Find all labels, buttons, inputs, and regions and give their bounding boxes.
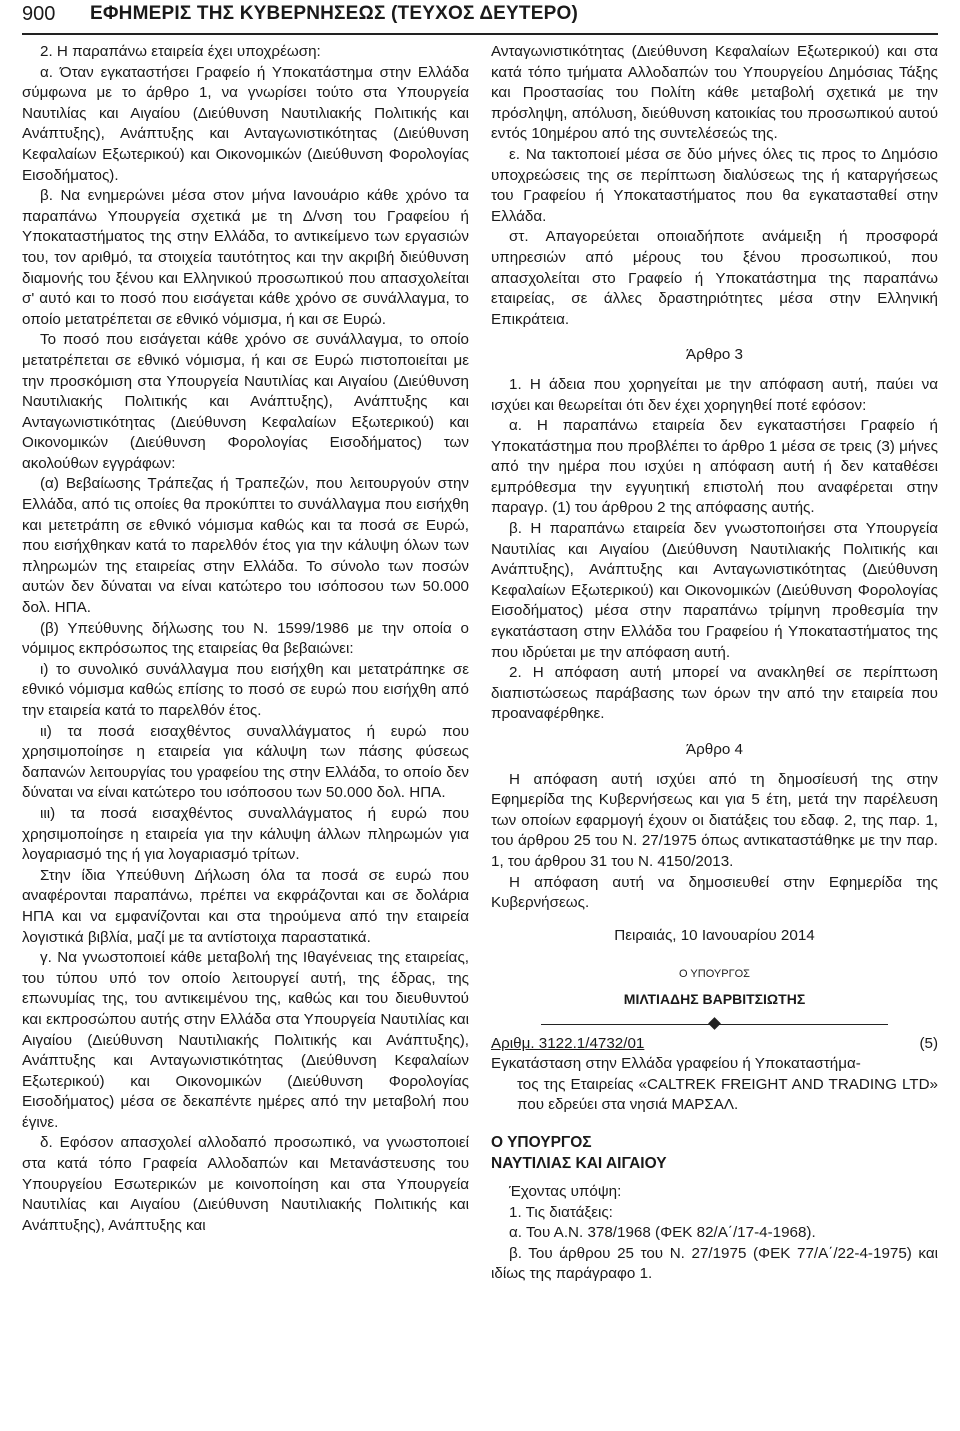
paragraph: ι) το συνολικό συνάλλαγμα που εισήχθη και μετατράπηκε σε εθνικό νόμισμα καθώς επίσης το ποσό σε ευρώ που εισήχθη από την εταιρεία κατά το παρελθόν έτος. — [22, 660, 469, 719]
article-4-heading: Άρθρο 4 — [686, 741, 743, 758]
paragraph: 2. Η παραπάνω εταιρεία έχει υποχρέωση: — [40, 43, 321, 60]
right-column — [491, 42, 938, 1285]
paragraph: στ. Απαγορεύεται οποιαδήποτε ανάμειξη ή προσφορά υπηρεσιών από μέρους του ξένου προσωπικού, που απασχολείται στο Γραφείο ή Υποκατάστημα της παραπάνω εταιρείας, σε άλλες δραστηριότητες μέσα στην Ελληνική Επικράτεια. — [491, 228, 938, 328]
decision-title-line1: Εγκατάσταση στην Ελλάδα γραφείου ή Υποκαταστήμα- — [491, 1055, 861, 1073]
article-3-heading: Άρθρο 3 — [686, 346, 743, 364]
paragraph: α. Η παραπάνω εταιρεία δεν εγκαταστήσει Γραφείο ή Υποκατάστημα που προβλέπει το άρθρο 1 μέσα σε τρεις (3) μήνες από την ημέρα που ισχύει η απόφαση αυτή ή δεν καταθέσει εμπρόθεσμα την εγγυητική επιστολή που αναφέρεται στην παραγρ. (1) του άρθρου 2 της απόφασης αυτής. — [491, 417, 938, 517]
minister-name: ΜΙΛΤΙΑΔΗΣ ΒΑΡΒΙΤΣΙΩΤΗΣ — [623, 990, 806, 1007]
paragraph: α. Όταν εγκαταστήσει Γραφείο ή Υποκατάστημα στην Ελλάδα σύμφωνα με το άρθρο 1, να γνωρίσει τούτο στα Υπουργεία Ναυτιλίας και Αιγαίου (Διεύθυνση Ναυτιλιακής Πολιτικής και Ανάπτυξης), Ανάπτυξης και Ανταγωνιστικότητας (Διεύθυνση Κεφαλαίων Εξωτερικού) και Οικονομικών (Διεύθυνση Φορολογίας Εισοδήματος). — [22, 63, 469, 184]
ministry-title — [491, 1132, 938, 1174]
paragraph: Στην ίδια Υπεύθυνη Δήλωση όλα τα ποσά σε ευρώ που αναφέρονται παραπάνω, πρέπει να εκφράζονται και σε δολάρια ΗΠΑ και να εμφανίζονται και στα τηρούμενα από την εταιρεία λογιστικά βιβλία, μαζί με τα αντίστοιχα παραστατικά. — [22, 866, 469, 946]
paragraph: γ. Να γνωστοποιεί κάθε μεταβολή της Ιθαγένειας της εταιρείας, του τύπου υπό τον οποίο λειτουργεί αυτή, της έδρας, της επωνυμίας της, του αντικειμένου της, καθώς και του διευθυντού και εκπροσώπου αυτής στην Ελλάδα στα Υπουργεία Ναυτιλίας και Αιγαίου (Διεύθυνση Ναυτιλιακής Πολιτικής και Ανάπτυξης), Ανάπτυξης και Ανταγωνιστικότητας (Διεύθυνση Κεφαλαίων Εξωτερικού) και Οικονομικών (Διεύθυνση Φορολογίας Εισοδήματος) μέσα σε δεκαπέντε ημέρες από την μεταβολή που έγινε. — [22, 949, 469, 1131]
paragraph: δ. Εφόσον απασχολεί αλλοδαπό προσωπικό, να γνωστοποιεί στα κατά τόπο Γραφεία Αλλοδαπών και Μετανάστευσης του Υπουργείου Εσωτερικών με κοινοποίηση και στα Υπουργεία Ναυτιλίας και Αιγαίου (Διεύθυνση Ναυτιλιακής Πολιτικής και Ανάπτυξης), Ανάπτυξης και — [22, 1134, 469, 1234]
paragraph: Έχοντας υπόψη: — [509, 1182, 622, 1200]
decision-number: (5) — [919, 1034, 938, 1052]
paragraph: 1. Τις διατάξεις: — [509, 1203, 613, 1221]
decision-header — [491, 1034, 938, 1055]
paragraph: β. Να ενημερώνει μέσα στον μήνα Ιανουάριο κάθε χρόνο τα παραπάνω Υπουργεία σχετικά με τη Δ/νση του Γραφείου ή Υποκαταστήματος της στην Ελλάδα, το αντικείμενο των εργασιών του, τον αριθμό, τα στοιχεία ταυτότητος και την ακριβή διεύθυνση διαμονής του ξένου και Ελληνικού προσωπικού που απασχολείται σ' αυτό και το ποσό που εισάγεται κάθε χρόνο σε συνάλλαγμα, το οποίο μετατρέπεται σε εθνικό νόμισμα, ή και σε Ευρώ. — [22, 187, 469, 328]
page-number: 900 — [22, 3, 56, 25]
paragraph: β. Η παραπάνω εταιρεία δεν γνωστοποιήσει στα Υπουργεία Ναυτιλίας και Αιγαίου (Διεύθυνση Ναυτιλιακής Πολιτικής και Ανάπτυξης), Ανάπτυξης και Ανταγωνιστικότητας (Διεύθυνση Κεφαλαίων Εξωτερικού) και Οικονομικών (Διεύθυνση Φορολογίας Εισοδήματος) μέσα στην παραπάνω τρίμηνη προθεσμία την εγκατάσταση στην Ελλάδα του Γραφείου ή Υποκαταστήματος της που ιδρύεται με την απόφαση αυτή. — [491, 520, 938, 661]
paragraph: ιι) τα ποσά εισαχθέντος συναλλάγματος ή ευρώ που χρησιμοποίησε η εταιρεία για κάλυψη των πάσης φύσεως δαπανών λειτουργίας του γραφείου της στην Ελλάδα, το οποίο δεν δύναται να είναι κατώτερο του ισόποσου των 50.000 δολ. ΗΠΑ. — [22, 722, 469, 802]
paragraph: Η απόφαση αυτή ισχύει από τη δημοσίευσή της στην Εφημερίδα της Κυβερνήσεως και για 5 έτη, μετά την παρέλευση των οποίων εφαρμογή έχουν οι διατάξεις του εδαφ. 2, της παρ. 1, του άρθρου 25 του Ν. 27/1975 όπως αντικαταστάθηκε με την παρ. 1, του άρθρου 31 του Ν. 4150/2013. — [491, 770, 938, 870]
paragraph: 2. Η απόφαση αυτή μπορεί να ανακληθεί σε περίπτωση διαπιστώσεως παράβασης των όρων την από την εταιρεία που προαναφέρθηκε. — [491, 664, 938, 723]
paragraph: ε. Να τακτοποιεί μέσα σε δύο μήνες όλες τις προς το Δημόσιο υποχρεώσεις της σε περίπτωση διαλύσεως της ή καταργήσεως του Γραφείου ή Υποκαταστήματος που θα εγκατασταθεί στην Ελλάδα. — [491, 145, 938, 225]
decision-reference: Αριθμ. 3122.1/4732/01 — [491, 1034, 645, 1052]
ministry-title-line2: ΝΑΥΤΙΛΙΑΣ ΚΑΙ ΑΙΓΑΙΟΥ — [491, 1154, 667, 1172]
paragraph: Το ποσό που εισάγεται κάθε χρόνο σε συνάλλαγμα, το οποίο μετατρέπεται σε εθνικό νόμισμα, ή και σε Ευρώ πιστοποιείται με την προσκόμιση στα Υπουργεία Ναυτιλίας και Αιγαίου (Διεύθυνση Ναυτιλιακής Πολιτικής και Ανάπτυξης), Ανάπτυξης και Ανταγωνιστικότητας (Διεύθυνση Κεφαλαίων Εξωτερικού) και Οικονομικών (Διεύθυνση Φορολογίας Εισοδήματος) των ακολούθων εγγράφων: — [22, 331, 469, 472]
diamond-icon — [708, 1017, 721, 1030]
left-column — [22, 42, 469, 1236]
decision-title-rest: τος της Εταιρείας «CALTREK FREIGHT AND TRADING LTD» που εδρεύει στα νησιά ΜΑΡΣΑΛ. — [517, 1075, 938, 1114]
paragraph: (β) Υπεύθυνης δήλωσης του Ν. 1599/1986 με την οποία ο νόμιμος εκπρόσωπος της εταιρείας θα βεβαιώνει: — [22, 619, 469, 658]
place-date: Πειραιάς, 10 Ιανουαρίου 2014 — [614, 926, 815, 944]
paragraph: (α) Βεβαίωσης Τράπεζας ή Τραπεζών, που λειτουργούν στην Ελλάδα, από τις οποίες θα προκύπτει το συνάλλαγμα που εισήχθη και μετετράπη σε εθνικό νόμισμα καθώς και τα ποσά σε Ευρώ, που εισήχθηκαν κατά το παρελθόν έτος για την κάλυψη όλων των πληρωμών της εταιρείας στην Ελλάδα. Το σύνολο των ποσών αυτών δεν δύναται να είναι κατώτερο του ισόποσου των 50.000 δολ. ΗΠΑ. — [22, 475, 469, 617]
gazette-title: ΕΦΗΜΕΡΙΣ ΤΗΣ ΚΥΒΕΡΝΗΣΕΩΣ (ΤΕΥΧΟΣ ΔΕΥΤΕΡΟ) — [90, 3, 578, 24]
header-rule — [22, 33, 938, 35]
paragraph: 1. Η άδεια που χορηγείται με την απόφαση αυτή, παύει να ισχύει και θεωρείται ότι δεν έχει χορηγηθεί ποτέ εφόσον: — [491, 375, 938, 414]
decision-title — [491, 1054, 938, 1116]
paragraph: β. Του άρθρου 25 του Ν. 27/1975 (ΦΕΚ 77/Α΄/22-4-1975) και ιδίως της παράγραφο 1. — [491, 1244, 938, 1283]
minister-role: Ο ΥΠΟΥΡΓΟΣ — [679, 968, 750, 981]
paragraph: Ανταγωνιστικότητας (Διεύθυνση Κεφαλαίων Εξωτερικού) και στα κατά τόπο τμήματα Αλλοδαπών του Υπουργείου Δημόσιας Τάξης και Προστασίας του Πολίτη κάθε μεταβολή σχετικά με την πρόσληψη, απόλυση, διεύθυνση κατοικίας του προσωπικού αυτού εντός 10ημέρου από της συντελέσεώς της. — [491, 43, 938, 143]
paragraph: Η απόφαση αυτή να δημοσιευθεί στην Εφημερίδα της Κυβερνήσεως. — [491, 873, 938, 912]
paragraph: α. Του Α.Ν. 378/1968 (ΦΕΚ 82/Α΄/17-4-1968). — [509, 1224, 816, 1242]
paragraph: ιιι) τα ποσά εισαχθέντος συναλλάγματος ή ευρώ που χρησιμοποίησε η εταιρεία για την κάλυψη άλλων πληρωμών για λογαριασμό της ή για λογαριασμό τρίτων. — [22, 804, 469, 864]
page-header — [22, 0, 938, 34]
ministry-title-line1: Ο ΥΠΟΥΡΓΟΣ — [491, 1133, 592, 1151]
section-divider — [491, 1014, 938, 1034]
